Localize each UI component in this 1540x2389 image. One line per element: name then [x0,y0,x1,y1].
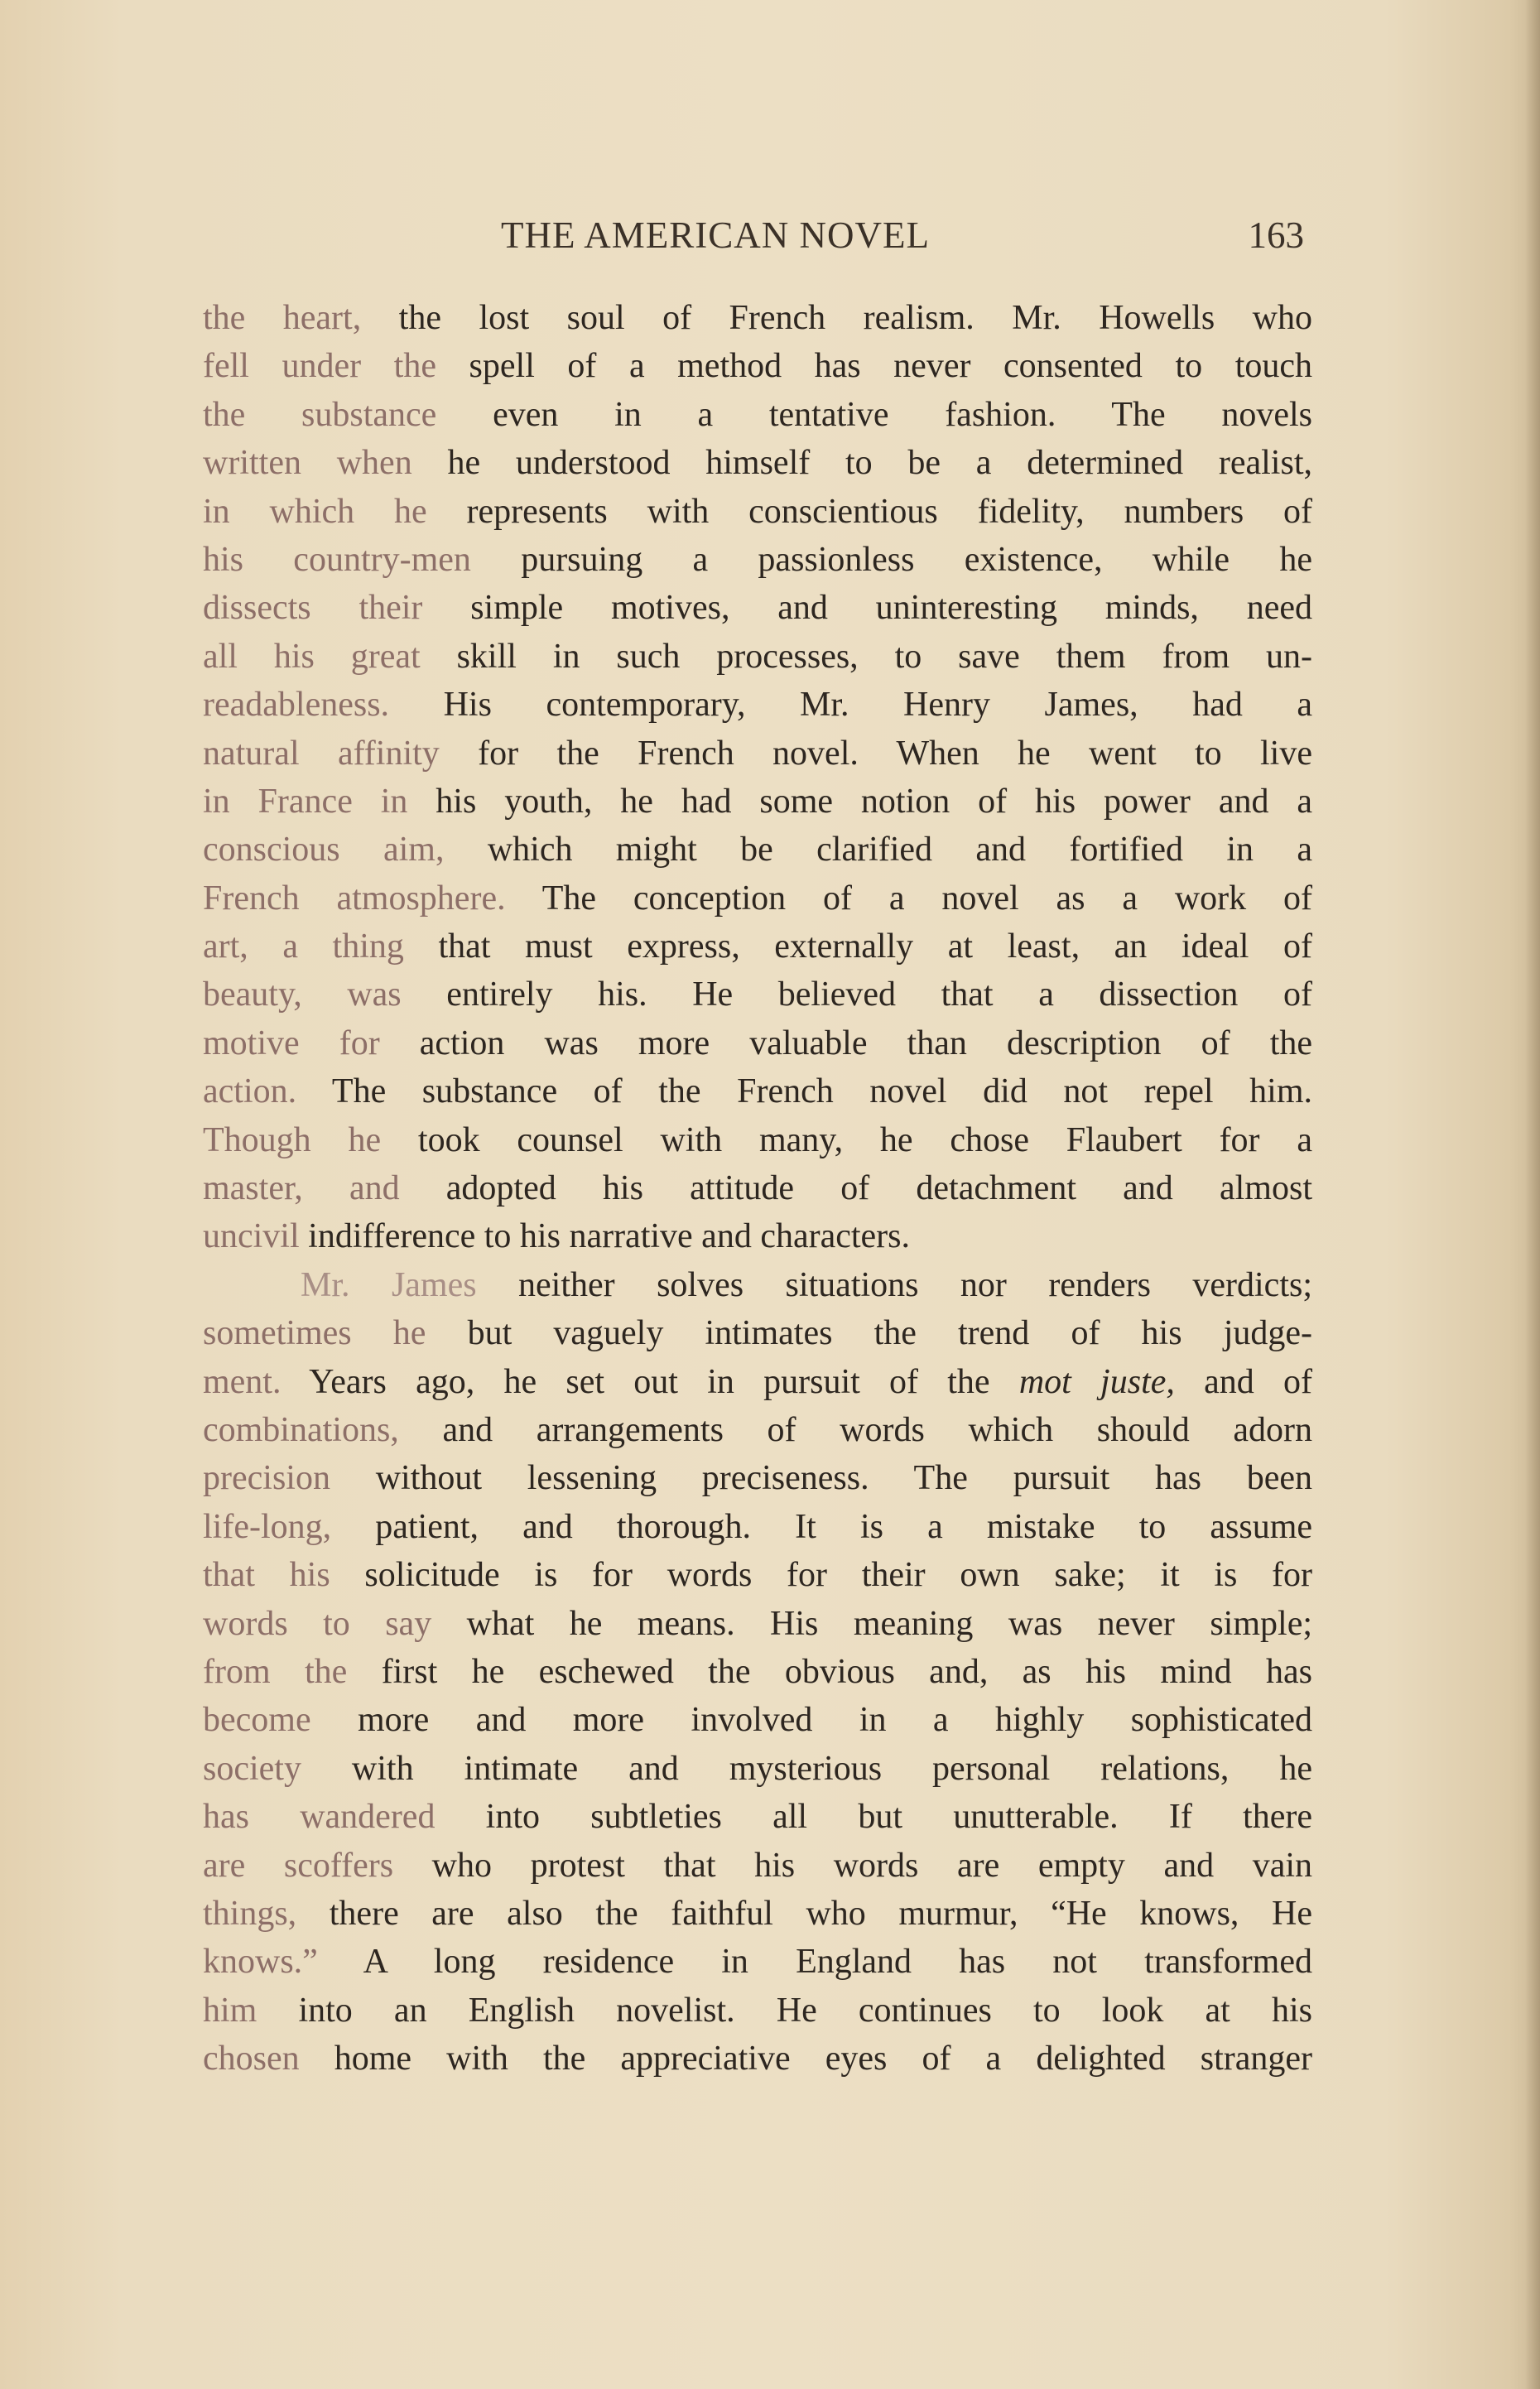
page-header [203,214,1304,272]
text-line [203,1164,1312,1212]
faded-text: combinations, [203,1410,399,1449]
text-line [203,391,1312,439]
text-line [203,1842,1312,1890]
faded-text: uncivil [203,1217,300,1256]
line-text: into an English novelist. He continues to look at his [257,1991,1312,2030]
text-line [203,2035,1312,2083]
faded-text: Though he [203,1120,382,1159]
line-text: neither solves situations nor renders verdicts; [476,1265,1312,1304]
text-line [203,1454,1312,1502]
text-line [203,1600,1312,1648]
faded-text: the heart, [203,299,362,337]
text-line [203,1116,1312,1164]
faded-text: his country-men [203,540,471,579]
line-text: Years ago, he set out in pursuit of the [281,1362,1019,1401]
faded-text: are scoffers [203,1846,394,1885]
running-head: THE AMERICAN NOVEL [501,214,930,256]
faded-text: master, and [203,1169,400,1208]
italic-phrase: mot juste, [1018,1362,1175,1401]
line-text: more and more involved in a highly sophisticated [310,1701,1312,1740]
line-text: without lessening preciseness. The pursuit has been [330,1459,1312,1498]
faded-text: ment. [203,1362,282,1401]
text-line [203,488,1312,536]
line-text: represents with conscientious fidelity, numbers of [426,492,1312,531]
faded-text: become [203,1701,311,1740]
text-line [203,1696,1312,1744]
line-text: adopted his attitude of detachment and almost [399,1169,1312,1208]
text-line [203,1309,1312,1357]
line-text: home with the appreciative eyes of a delighted stranger [299,2040,1312,2078]
text-line [203,922,1312,971]
line-text: indifference to his narrative and characters. [299,1217,911,1256]
line-text: entirely his. He believed that a dissection of [401,975,1312,1014]
faded-text: society [203,1749,301,1788]
text-line [203,1745,1312,1793]
text-line [203,681,1312,729]
line-text: solicitude is for words for their own sake; it is for [330,1556,1312,1595]
line-text: The substance of the French novel did not repel him. [296,1072,1312,1111]
text-line [203,584,1312,632]
line-text: who protest that his words are empty and vain [393,1846,1312,1885]
line-text: he understood himself to be a determined realist, [411,444,1312,483]
line-text: and of [1174,1362,1312,1401]
faded-text: motive for [203,1024,380,1062]
faded-text: art, a thing [203,927,404,966]
faded-text: fell under the [203,347,436,386]
faded-text: sometimes he [203,1314,426,1353]
line-text: skill in such processes, to save them from un- [420,637,1312,676]
line-text: action was more valuable than description of the [379,1024,1312,1062]
faded-text: has wandered [203,1798,436,1837]
line-text: what he means. His meaning was never simple; [431,1604,1312,1643]
line-text: spell of a method has never consented to touch [436,347,1312,386]
line-text: pursuing a passionless existence, while he [470,540,1312,579]
faded-text: in France in [203,782,408,821]
faded-text: knows.” [203,1943,318,1982]
faded-text: precision [203,1459,330,1498]
faded-text: from the [203,1652,348,1691]
text-line [203,1987,1312,2035]
line-text: The conception of a novel as a work of [505,879,1312,918]
faded-text: French atmosphere. [203,879,506,918]
line-text: into subtleties all but unutterable. If there [435,1798,1312,1837]
faded-text: natural affinity [203,734,440,773]
text-line [203,1406,1312,1454]
faded-text: in which he [203,492,427,531]
line-text: simple motives, and uninteresting minds, need [422,589,1312,628]
text-line-paragraph-start [203,1261,1312,1309]
line-text: which might be clarified and fortified in a [444,831,1312,869]
text-line [203,342,1312,390]
faded-text: all his great [203,637,421,676]
faded-text: readableness. [203,686,390,725]
faded-text: conscious aim, [203,831,445,869]
line-text: patient, and thorough. It is a mistake to assume [331,1507,1312,1546]
text-line [203,1938,1312,1986]
faded-text: that his [203,1556,330,1595]
line-text: A long residence in England has not transformed [317,1943,1312,1982]
faded-text: dissects their [203,589,423,628]
text-line [203,1503,1312,1551]
text-line [203,1358,1312,1406]
text-line [203,633,1312,681]
text-line [203,826,1312,874]
faded-text: Mr. James [301,1265,477,1304]
page-number: 163 [1248,214,1304,256]
text-line [203,874,1312,922]
text-line [203,1648,1312,1696]
faded-text: beauty, was [203,975,402,1014]
text-line-paragraph-end [203,1212,1312,1260]
line-text: first he eschewed the obvious and, as his mind has [347,1652,1312,1691]
text-line [203,778,1312,826]
line-text: the lost soul of French realism. Mr. Howells who [361,299,1312,337]
line-text: His contemporary, Mr. Henry James, had a [389,686,1312,725]
faded-text: things, [203,1894,297,1933]
line-text: with intimate and mysterious personal relations, he [301,1749,1312,1788]
line-text: took counsel with many, he chose Flaubert for a [381,1120,1312,1159]
line-text: and arrangements of words which should adorn [398,1410,1312,1449]
faded-text: him [203,1991,257,2030]
faded-text: chosen [203,2040,300,2078]
text-line [203,439,1312,487]
faded-text: action. [203,1072,297,1111]
text-line [203,1793,1312,1841]
line-text: for the French novel. When he went to live [439,734,1312,773]
page-gutter-shadow [1525,0,1540,2389]
text-line [203,1551,1312,1599]
text-line [203,971,1312,1019]
faded-text: life-long, [203,1507,332,1546]
line-text: even in a tentative fashion. The novels [436,395,1312,434]
faded-text: the substance [203,395,437,434]
line-text: there are also the faithful who murmur, “He knows, He [296,1894,1312,1933]
text-line [203,1890,1312,1938]
line-text: but vaguely intimates the trend of his judge- [426,1314,1312,1353]
line-text: his youth, he had some notion of his power and a [407,782,1312,821]
faded-text: words to say [203,1604,432,1643]
text-line [203,1067,1312,1115]
text-line [203,294,1312,342]
text-line [203,1019,1312,1067]
body-text [203,294,1312,2083]
text-line [203,730,1312,778]
line-text: that must express, externally at least, an ideal of [403,927,1312,966]
text-line [203,536,1312,584]
faded-text: written when [203,444,412,483]
